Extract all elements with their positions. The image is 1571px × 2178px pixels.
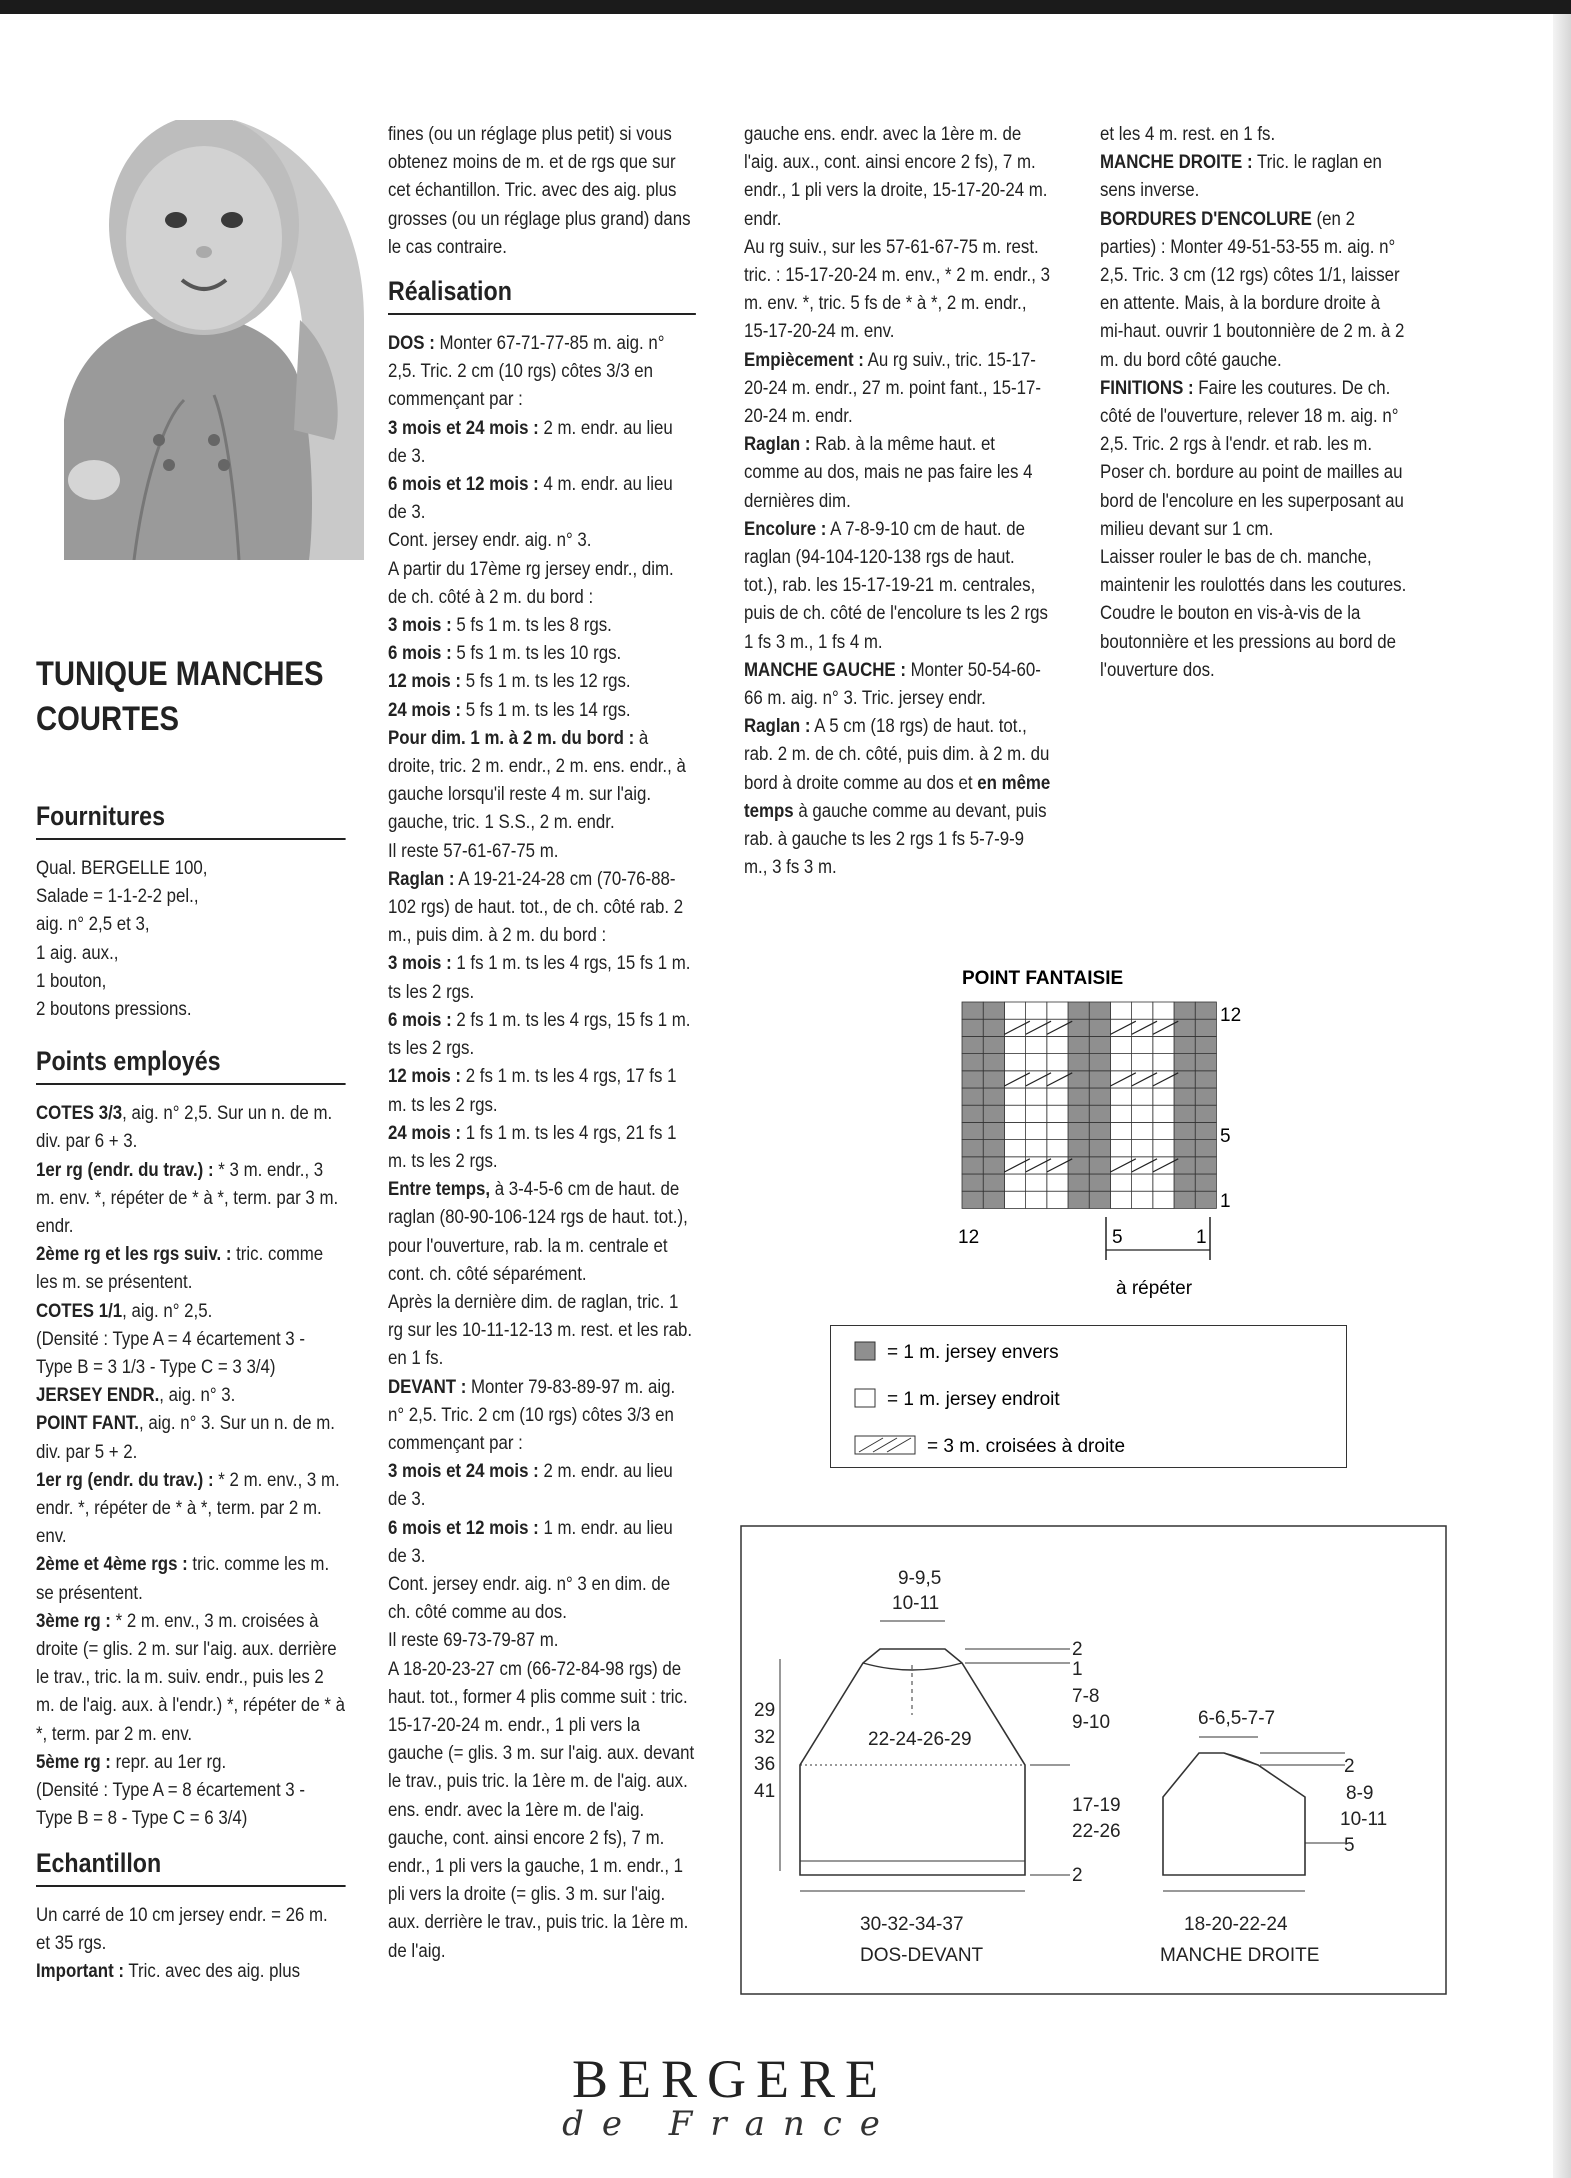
stitch-paragraph: 1er rg (endr. du trav.) : * 3 m. endr., 3 m. env. *, répéter de * à *, term. par 3 m. endr.	[36, 1158, 339, 1238]
purl-cell	[1195, 1036, 1216, 1053]
instruction-paragraph: MANCHE GAUCHE : Monter 50-54-60-66 m. aig. n° 3. Tric. jersey endr.	[744, 658, 1041, 710]
purl-cell	[1195, 1191, 1216, 1208]
instruction-paragraph: BORDURES D'ENCOLURE (en 2 parties) : Monter 49-51-53-55 m. aig. n° 2,5. Tric. 3 cm (12 rgs) côtes 1/1, laisser en attente. Mais, à la bordure droite à mi-haut. ouvrir 1 boutonnière de 2 m. à 2 m. du bord côté gauche.	[1100, 207, 1405, 371]
knit-cell	[1132, 1054, 1153, 1071]
knit-cell	[1132, 1105, 1153, 1122]
baby-photo	[64, 120, 364, 560]
points-heading: Points employés	[36, 1046, 221, 1077]
stitch-paragraph: 2ème et 4ème rgs : tric. comme les m. se présentent.	[36, 1553, 330, 1604]
bottom-width: 30-32-34-37	[860, 1914, 964, 1935]
stitch-paragraph: 1er rg (endr. du trav.) : * 2 m. env., 3 m. endr. *, répéter de * à *, term. par 2 m. env.	[36, 1468, 340, 1548]
sleeve-outline	[1163, 1753, 1305, 1875]
realisation-body	[388, 329, 696, 1965]
knit-cell	[1110, 1191, 1131, 1208]
instruction-paragraph: 3 mois : 5 fs 1 m. ts les 8 rgs.	[388, 614, 612, 637]
knit-cell	[1004, 1019, 1025, 1036]
purl-cell	[1174, 1054, 1195, 1071]
instructions-body	[744, 120, 1051, 881]
instruction-paragraph: A 18-20-23-27 cm (66-72-84-98 rgs) de haut. tot., former 4 plis comme suit : tric. 15-17-20-24 m. endr., 1 pli vers la gauche (= glis. 3 m. sur l'aig. aux. devant le trav., puis tric. la 1ère m. de l'aig. aux. ens. endr. avec la 1ère m. de l'aig. gauche, cont. ainsi encore 2 fs), 7 m. endr., 1 pli vers la gauche, 1 m. endr., 1 pli vers la droite (= glis. 3 m. sur l'aig. aux. derrière le trav., puis tric. la 1ère m. de l'aig.	[388, 1657, 695, 1962]
dim-17-19: 17-19	[1072, 1795, 1121, 1816]
purl-cell	[983, 1088, 1004, 1105]
purl-symbol	[855, 1342, 875, 1360]
knit-cell	[1047, 1002, 1068, 1019]
purl-cell	[1068, 1105, 1089, 1122]
purl-cell	[983, 1071, 1004, 1088]
purl-cell	[1068, 1088, 1089, 1105]
purl-cell	[1089, 1002, 1110, 1019]
knit-cell	[1132, 1122, 1153, 1139]
knit-cell	[1026, 1191, 1047, 1208]
dim-9-10: 9-10	[1072, 1712, 1111, 1733]
instruction-paragraph: Il reste 57-61-67-75 m.	[388, 839, 559, 862]
purl-cell	[1195, 1002, 1216, 1019]
instruction-paragraph: DEVANT : Monter 79-83-89-97 m. aig. n° 2,5. Tric. 2 cm (10 rgs) côtes 3/3 en commençant par :	[388, 1375, 676, 1454]
legend-cable: = 3 m. croisées à droite	[927, 1436, 1126, 1457]
instruction-paragraph: et les 4 m. rest. en 1 fs.	[1100, 123, 1276, 145]
knit-cell	[1004, 1036, 1025, 1053]
stitch-paragraph: (Densité : Type A = 8 écartement 3 - Type B = 8 - Type C = 6 3/4)	[36, 1779, 305, 1830]
purl-cell	[1195, 1105, 1216, 1122]
knit-cell	[1047, 1174, 1068, 1191]
instruction-paragraph: gauche ens. endr. avec la 1ère m. de l'aig. aux., cont. ainsi encore 2 fs), 7 m. endr., 1 pli vers la droite, 15-17-20-24 m. endr.	[744, 123, 1048, 230]
stitch-paragraph: JERSEY ENDR., aig. n° 3.	[36, 1384, 236, 1407]
purl-cell	[1068, 1036, 1089, 1053]
purl-cell	[962, 1054, 983, 1071]
supply-line: Qual. BERGELLE 100,	[36, 857, 208, 879]
purl-cell	[983, 1140, 1004, 1157]
stitch-grid	[962, 1002, 1216, 1208]
purl-cell	[962, 1071, 983, 1088]
purl-cell	[1195, 1019, 1216, 1036]
knit-cell	[1132, 1036, 1153, 1053]
purl-cell	[962, 1157, 983, 1174]
purl-cell	[983, 1105, 1004, 1122]
knit-cell	[1153, 1122, 1174, 1139]
instruction-paragraph: 3 mois et 24 mois : 2 m. endr. au lieu de 3.	[388, 1460, 673, 1511]
purl-cell	[983, 1157, 1004, 1174]
knit-cell	[1110, 1019, 1131, 1036]
instruction-paragraph: Laisser rouler le bas de ch. manche, maintenir les roulottés dans les coutures.	[1100, 546, 1407, 597]
knit-cell	[1047, 1036, 1068, 1053]
knit-symbol	[855, 1389, 875, 1407]
knit-cell	[1026, 1174, 1047, 1191]
knit-cell	[1110, 1122, 1131, 1139]
legend-knit: = 1 m. jersey endroit	[887, 1389, 1060, 1410]
sleeve-dim-2: 2	[1344, 1756, 1355, 1777]
instruction-paragraph: 6 mois et 12 mois : 1 m. endr. au lieu de 3.	[388, 1516, 673, 1567]
purl-cell	[962, 1191, 983, 1208]
knit-cell	[1026, 1088, 1047, 1105]
knit-cell	[1004, 1191, 1025, 1208]
knit-cell	[1026, 1002, 1047, 1019]
knit-cell	[1004, 1088, 1025, 1105]
instruction-paragraph: DOS : Monter 67-71-77-85 m. aig. n° 2,5. Tric. 2 cm (10 rgs) côtes 3/3 en commençant par :	[388, 332, 665, 411]
purl-cell	[983, 1019, 1004, 1036]
knit-cell	[1110, 1105, 1131, 1122]
heading-rule	[388, 313, 696, 315]
knit-cell	[1026, 1054, 1047, 1071]
purl-cell	[1174, 1002, 1195, 1019]
sleeve-label: MANCHE DROITE	[1160, 1945, 1320, 1966]
instruction-paragraph: 6 mois et 12 mois : 4 m. endr. au lieu de 3.	[388, 473, 673, 524]
title-line-1: TUNIQUE MANCHES	[36, 655, 324, 693]
repeat-label: à répéter	[1116, 1278, 1193, 1299]
instruction-paragraph: Raglan : A 19-21-24-28 cm (70-76-88-102 rgs) de haut. tot., de ch. côté rab. 2 m., puis dim. à 2 m. du bord :	[388, 867, 684, 947]
row-label-12: 12	[1220, 1005, 1242, 1026]
knit-cell	[1026, 1105, 1047, 1122]
instruction-paragraph: Encolure : A 7-8-9-10 cm de haut. de raglan (94-104-120-138 rgs de haut. tot.), rab. les 15-17-19-21 m. centrales, puis de ch. côté de l'encolure ts les 2 rgs 1 fs 3 m., 1 fs 4 m.	[744, 517, 1048, 653]
stitch-paragraph: COTES 1/1, aig. n° 2,5.	[36, 1299, 213, 1322]
neck-width-1: 9-9,5	[898, 1568, 942, 1589]
knit-cell	[1110, 1174, 1131, 1191]
dim-2-top: 2	[1072, 1639, 1083, 1660]
finishing-body	[1100, 120, 1408, 684]
purl-cell	[962, 1174, 983, 1191]
purl-cell	[962, 1036, 983, 1053]
fournitures-heading: Fournitures	[36, 801, 166, 831]
purl-cell	[1068, 1140, 1089, 1157]
purl-cell	[1174, 1088, 1195, 1105]
knit-cell	[1026, 1036, 1047, 1053]
stitch-paragraph: COTES 3/3, aig. n° 2,5. Sur un n. de m. div. par 6 + 3.	[36, 1102, 333, 1153]
top-edge	[0, 0, 1571, 14]
instruction-paragraph: 3 mois et 24 mois : 2 m. endr. au lieu de 3.	[388, 416, 673, 467]
instruction-paragraph: FINITIONS : Faire les coutures. De ch. côté de l'ouverture, relever 18 m. aig. n° 2,5. Tric. 2 rgs à l'endr. et rab. les m. Poser ch. bordure au point de mailles au bord de l'encolure en les superposant au milieu devant sur 1 cm.	[1100, 376, 1404, 540]
instruction-paragraph: Raglan : A 5 cm (18 rgs) de haut. tot., rab. 2 m. de ch. côté, puis dim. à 2 m. du bord à droite comme au dos et en même temps à gauche comme au devant, puis rab. à gauche ts les 2 rgs 1 fs 5-7-9-9 m., 3 fs 3 m.	[744, 715, 1051, 879]
supply-line: 1 bouton,	[36, 969, 107, 992]
purl-cell	[1068, 1191, 1089, 1208]
point-fantaisie-chart	[940, 960, 1280, 1300]
purl-cell	[1089, 1105, 1110, 1122]
purl-cell	[1068, 1054, 1089, 1071]
knit-cell	[1004, 1071, 1025, 1088]
brand-name: BERGERE	[571, 2049, 888, 2109]
purl-cell	[1174, 1140, 1195, 1157]
purl-cell	[983, 1036, 1004, 1053]
stitch-paragraph: 5ème rg : repr. au 1er rg.	[36, 1750, 227, 1773]
knit-cell	[1153, 1174, 1174, 1191]
knit-cell	[1110, 1036, 1131, 1053]
instruction-paragraph: 12 mois : 5 fs 1 m. ts les 12 rgs.	[388, 670, 631, 693]
knit-cell	[1026, 1140, 1047, 1157]
instruction-paragraph: Coudre le bouton en vis-à-vis de la boutonnière et les pressions au bord de l'ouverture dos.	[1100, 602, 1397, 681]
echantillon-heading: Echantillon	[36, 1847, 162, 1878]
knit-cell	[1004, 1140, 1025, 1157]
sleeve-dim-10-11: 10-11	[1340, 1809, 1388, 1830]
purl-cell	[983, 1174, 1004, 1191]
sleeve-bottom-width: 18-20-22-24	[1184, 1914, 1288, 1935]
col-label-5: 5	[1112, 1227, 1123, 1248]
supply-line: aig. n° 2,5 et 3,	[36, 913, 150, 936]
purl-cell	[1089, 1122, 1110, 1139]
knit-cell	[1047, 1122, 1068, 1139]
purl-cell	[1195, 1122, 1216, 1139]
instruction-paragraph: Cont. jersey endr. aig. n° 3 en dim. de ch. côté comme au dos.	[388, 1572, 671, 1624]
purl-cell	[983, 1054, 1004, 1071]
purl-cell	[1068, 1122, 1089, 1139]
gauge-paragraph: Un carré de 10 cm jersey endr. = 26 m. et 35 rgs.	[36, 1903, 328, 1954]
sleeve-dim-8-9: 8-9	[1346, 1783, 1374, 1804]
purl-cell	[1195, 1088, 1216, 1105]
knit-cell	[1004, 1122, 1025, 1139]
knit-cell	[1047, 1105, 1068, 1122]
purl-cell	[983, 1122, 1004, 1139]
row-label-1: 1	[1220, 1191, 1231, 1212]
purl-cell	[1174, 1191, 1195, 1208]
instruction-paragraph: 6 mois : 2 fs 1 m. ts les 4 rgs, 15 fs 1 m. ts les 2 rgs.	[388, 1008, 691, 1060]
purl-cell	[983, 1002, 1004, 1019]
purl-cell	[962, 1122, 983, 1139]
knit-cell	[1047, 1088, 1068, 1105]
purl-cell	[1195, 1071, 1216, 1088]
column-4	[1100, 120, 1408, 684]
purl-cell	[1068, 1174, 1089, 1191]
dim-2-bottom: 2	[1072, 1865, 1083, 1886]
instruction-paragraph: A partir du 17ème rg jersey endr., dim. de ch. côté à 2 m. du bord :	[388, 557, 674, 608]
instruction-paragraph: Il reste 69-73-79-87 m.	[388, 1629, 559, 1652]
realisation-heading: Réalisation	[388, 276, 512, 307]
instruction-paragraph: MANCHE DROITE : Tric. le raglan en sens inverse.	[1100, 151, 1382, 202]
purl-cell	[1089, 1019, 1110, 1036]
instruction-paragraph: 24 mois : 5 fs 1 m. ts les 14 rgs.	[388, 698, 631, 721]
knit-cell	[1004, 1157, 1025, 1174]
instruction-paragraph: Pour dim. 1 m. à 2 m. du bord : à droite, tric. 2 m. endr., 2 m. ens. endr., à gauche lorsqu'il reste 4 m. sur l'aig. gauche, tric. 1 S.S., 2 m. endr.	[388, 726, 686, 834]
chart-title: POINT FANTAISIE	[962, 968, 1124, 989]
col-label-12: 12	[958, 1227, 980, 1248]
knit-cell	[1004, 1054, 1025, 1071]
height-32: 32	[754, 1727, 776, 1748]
purl-cell	[1089, 1157, 1110, 1174]
heading-rule	[36, 1083, 346, 1085]
purl-cell	[1195, 1174, 1216, 1191]
instruction-paragraph: Entre temps, à 3-4-5-6 cm de haut. de raglan (80-90-106-124 rgs de haut. tot.), pour l'ouverture, rab. la m. centrale et cont. ch. côté séparément.	[388, 1178, 688, 1285]
neck-width-2: 10-11	[892, 1593, 940, 1614]
height-36: 36	[754, 1754, 776, 1775]
gauge-continued: fines (ou un réglage plus petit) si vous obtenez moins de m. et de rgs que sur cet échantillon. Tric. avec des aig. plus grosses (ou un réglage plus grand) dans le cas contraire.	[388, 123, 691, 258]
knit-cell	[1132, 1140, 1153, 1157]
knit-cell	[1026, 1122, 1047, 1139]
row-label-5: 5	[1220, 1126, 1231, 1147]
page-edge-shadow	[1553, 14, 1571, 2178]
instruction-paragraph: 3 mois : 1 fs 1 m. ts les 4 rgs, 15 fs 1 m. ts les 2 rgs.	[388, 952, 691, 1003]
knit-cell	[1110, 1140, 1131, 1157]
pattern-title	[36, 652, 324, 742]
purl-cell	[1089, 1071, 1110, 1088]
knit-cell	[1132, 1174, 1153, 1191]
purl-cell	[1089, 1036, 1110, 1053]
supply-line: 1 aig. aux.,	[36, 941, 119, 964]
instruction-paragraph: 6 mois : 5 fs 1 m. ts les 10 rgs.	[388, 642, 622, 665]
purl-cell	[1089, 1054, 1110, 1071]
dim-1: 1	[1072, 1659, 1083, 1680]
schematics-frame	[741, 1526, 1446, 1994]
purl-cell	[962, 1019, 983, 1036]
knit-cell	[1047, 1140, 1068, 1157]
purl-cell	[1089, 1088, 1110, 1105]
legend-symbols	[831, 1326, 1346, 1467]
knit-cell	[1004, 1174, 1025, 1191]
purl-cell	[1174, 1174, 1195, 1191]
column-3	[744, 120, 1051, 881]
knit-cell	[1153, 1105, 1174, 1122]
knit-cell	[1153, 1002, 1174, 1019]
heading-rule	[36, 1885, 346, 1887]
purl-cell	[1068, 1002, 1089, 1019]
knit-cell	[1153, 1054, 1174, 1071]
height-41: 41	[754, 1781, 776, 1802]
knit-cell	[1153, 1191, 1174, 1208]
instruction-paragraph: Après la dernière dim. de raglan, tric. 1 rg sur les 10-11-12-13 m. rest. et les rab. en 1 fs.	[388, 1290, 693, 1370]
col-label-1: 1	[1196, 1227, 1207, 1248]
knit-cell	[1132, 1191, 1153, 1208]
purl-cell	[1089, 1174, 1110, 1191]
purl-cell	[1174, 1122, 1195, 1139]
stitch-paragraph: 2ème rg et les rgs suiv. : tric. comme les m. se présentent.	[36, 1243, 324, 1294]
stitch-paragraph: 3ème rg : * 2 m. env., 3 m. croisées à droite (= glis. 2 m. sur l'aig. aux. derrière le trav., tric. la m. suiv. endr., puis les 2 m. de l'aig. aux. à l'endr.) *, répéter de * à *, term. par 2 m. env.	[36, 1609, 345, 1745]
instruction-paragraph: Raglan : Rab. à la même haut. et comme au dos, mais ne pas faire les 4 dernières dim.	[744, 433, 1033, 512]
supply-line: Salade = 1-1-2-2 pel.,	[36, 885, 199, 908]
knit-cell	[1153, 1036, 1174, 1053]
purl-cell	[962, 1105, 983, 1122]
brand-subtitle: de France	[562, 2104, 898, 2144]
purl-cell	[983, 1191, 1004, 1208]
knit-cell	[1110, 1054, 1131, 1071]
stitch-paragraph: (Densité : Type A = 4 écartement 3 - Type B = 3 1/3 - Type C = 3 3/4)	[36, 1327, 305, 1379]
column-2	[388, 120, 696, 1965]
purl-cell	[1195, 1054, 1216, 1071]
knit-cell	[1004, 1105, 1025, 1122]
dim-22-26: 22-26	[1072, 1821, 1121, 1842]
sleeve-dim-5: 5	[1344, 1835, 1355, 1856]
stitch-paragraph: POINT FANT., aig. n° 3. Sur un n. de m. div. par 5 + 2.	[36, 1412, 335, 1463]
sleeve-top-width: 6-6,5-7-7	[1198, 1708, 1276, 1729]
purl-cell	[1195, 1140, 1216, 1157]
knit-cell	[1110, 1002, 1131, 1019]
dim-7-8: 7-8	[1072, 1686, 1100, 1707]
purl-cell	[962, 1088, 983, 1105]
knit-cell	[1110, 1071, 1131, 1088]
knit-cell	[1004, 1002, 1025, 1019]
schematics-panel	[740, 1525, 1447, 1995]
height-29: 29	[754, 1700, 776, 1721]
brand-logo	[560, 2048, 900, 2144]
instruction-paragraph: 12 mois : 2 fs 1 m. ts les 4 rgs, 17 fs 1 m. ts les 2 rgs.	[388, 1065, 677, 1116]
knit-cell	[1110, 1157, 1131, 1174]
column-1	[36, 800, 346, 1985]
body-label: DOS-DEVANT	[860, 1945, 984, 1966]
purl-cell	[1195, 1157, 1216, 1174]
purl-cell	[1174, 1105, 1195, 1122]
supply-line: 2 boutons pressions.	[36, 998, 192, 1021]
knit-cell	[1110, 1088, 1131, 1105]
legend-purl: = 1 m. jersey envers	[887, 1342, 1059, 1363]
knit-cell	[1153, 1140, 1174, 1157]
knit-cell	[1132, 1002, 1153, 1019]
instruction-paragraph: Au rg suiv., sur les 57-61-67-75 m. rest. tric. : 15-17-20-24 m. env., * 2 m. endr., 3 m. env. *, tric. 5 fs de * à *, 2 m. endr., 15-17-20-24 m. env.	[744, 235, 1050, 343]
chest-width: 22-24-26-29	[868, 1729, 972, 1750]
purl-cell	[962, 1140, 983, 1157]
chart-legend	[830, 1325, 1347, 1468]
title-line-2: COURTES	[36, 700, 179, 738]
purl-cell	[1089, 1191, 1110, 1208]
purl-cell	[962, 1002, 983, 1019]
instruction-paragraph: Cont. jersey endr. aig. n° 3.	[388, 529, 592, 552]
knit-cell	[1047, 1191, 1068, 1208]
heading-rule	[36, 838, 346, 840]
knit-cell	[1047, 1054, 1068, 1071]
knit-cell	[1132, 1088, 1153, 1105]
instruction-paragraph: 24 mois : 1 fs 1 m. ts les 4 rgs, 21 fs 1 m. ts les 2 rgs.	[388, 1121, 677, 1172]
purl-cell	[1089, 1140, 1110, 1157]
purl-cell	[1174, 1036, 1195, 1053]
knit-cell	[1153, 1088, 1174, 1105]
instruction-paragraph: Empiècement : Au rg suiv., tric. 15-17-20-24 m. endr., 27 m. point fant., 15-17-20-24 m. endr.	[744, 348, 1041, 428]
gauge-paragraph: Important : Tric. avec des aig. plus	[36, 1959, 301, 1982]
